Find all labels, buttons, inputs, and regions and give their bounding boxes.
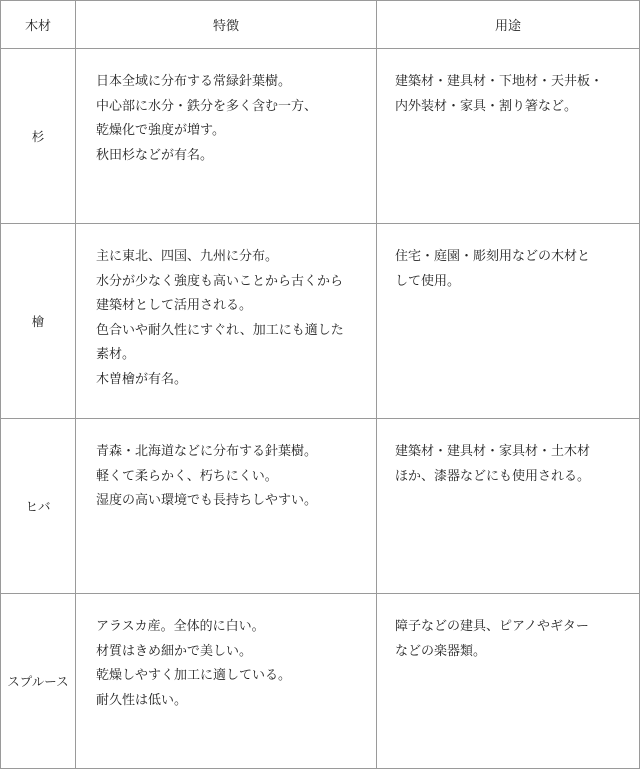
features-cell xyxy=(76,49,377,224)
wood-name: 檜 xyxy=(1,224,76,419)
feature-line: 色合いや耐久性にすぐれ、加工にも適した xyxy=(96,322,344,338)
uses-cell xyxy=(377,49,640,224)
use-line: して使用。 xyxy=(395,273,461,289)
uses-cell xyxy=(377,224,640,419)
feature-line: 乾燥しやすく加工に適している。 xyxy=(96,668,292,683)
wood-name: ヒバ xyxy=(1,419,76,594)
feature-line: 材質はきめ細かで美しい。 xyxy=(96,643,253,659)
feature-line: 耐久性は低い。 xyxy=(96,692,188,708)
feature-line: アラスカ産。全体的に白い。 xyxy=(96,619,265,634)
uses-cell xyxy=(377,419,640,594)
table-row xyxy=(1,594,640,769)
use-line: 建築材・建具材・家具材・土木材 xyxy=(395,444,591,459)
use-line: 内外装材・家具・割り箸など。 xyxy=(395,98,578,114)
feature-line: 軽くて柔らかく、朽ちにくい。 xyxy=(96,468,278,484)
use-line: 障子などの建具、ピアノやギター xyxy=(395,619,589,634)
table-row xyxy=(1,224,640,419)
table-row xyxy=(1,49,640,224)
feature-line: 乾燥化で強度が増す。 xyxy=(96,123,225,138)
wood-name: 杉 xyxy=(1,49,76,224)
header-features: 特徴 xyxy=(76,1,377,49)
feature-line: 水分が少なく強度も高いことから古くから xyxy=(96,273,344,289)
use-line: 住宅・庭園・彫刻用などの木材と xyxy=(395,249,591,264)
features-cell xyxy=(76,224,377,419)
feature-line: 建築材として活用される。 xyxy=(96,298,253,313)
feature-line: 湿度の高い環境でも長持ちしやすい。 xyxy=(96,493,318,508)
header-row xyxy=(1,1,640,49)
feature-line: 秋田杉などが有名。 xyxy=(96,147,214,163)
uses-cell xyxy=(377,594,640,769)
feature-line: 中心部に水分・鉄分を多く含む一方、 xyxy=(96,98,318,114)
wood-name: スプルース xyxy=(1,594,76,769)
feature-line: 日本全域に分布する常緑針葉樹。 xyxy=(96,74,292,89)
feature-line: 木曽檜が有名。 xyxy=(96,371,188,387)
use-line: 建築材・建具材・下地材・天井板・ xyxy=(395,74,604,89)
table-row xyxy=(1,419,640,594)
features-cell xyxy=(76,419,377,594)
feature-line: 青森・北海道などに分布する針葉樹。 xyxy=(96,444,318,459)
features-cell xyxy=(76,594,377,769)
header-wood: 木材 xyxy=(1,1,76,49)
feature-line: 素材。 xyxy=(96,347,136,362)
feature-line: 主に東北、四国、九州に分布。 xyxy=(96,249,279,264)
use-line: ほか、漆器などにも使用される。 xyxy=(395,468,591,484)
use-line: などの楽器類。 xyxy=(395,643,487,659)
header-uses: 用途 xyxy=(377,1,640,49)
